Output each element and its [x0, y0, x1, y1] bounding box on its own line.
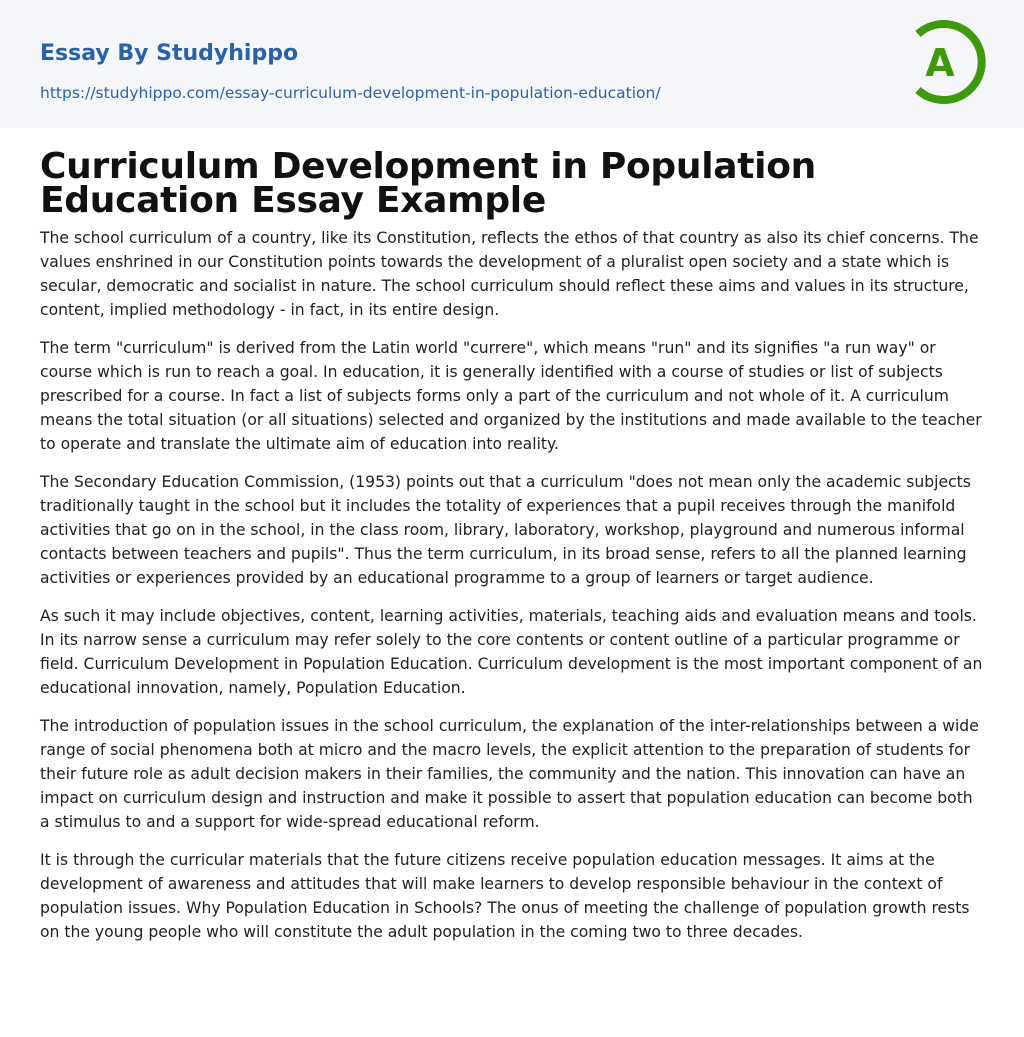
paragraph: As such it may include objectives, content, learning activities, materials, teaching aids and evaluation means and tools. In its narrow sense a curriculum may refer solely to the core contents or content outline of a particular programme or field. Curriculum Development in Population Education. Curriculum development is the most important component of an educational innovation, namely, Population Education. [40, 607, 983, 697]
svg-text:A: A [925, 41, 955, 85]
studyhippo-logo-icon[interactable] [904, 18, 988, 106]
paragraph: The introduction of population issues in the school curriculum, the explanation of the inter-relationships between a wide range of social phenomena both at micro and the macro levels, the explicit attention to the preparation of students for their future role as adult decision makers in their families, the community and the nation. This innovation can have an impact on curriculum design and instruction and make it possible to assert that population education can become both a stimulus to and a support for wide-spread educational reform. [40, 717, 979, 831]
brand-title[interactable]: Essay By Studyhippo [40, 41, 299, 66]
site-header [0, 0, 1024, 128]
essay-url-link[interactable]: https://studyhippo.com/essay-curriculum-development-in-population-education/ [40, 84, 661, 102]
paragraph: It is through the curricular materials that the future citizens receive population education messages. It aims at the development of awareness and attitudes that will make learners to develop responsible behaviour in the context of population issues. Why Population Education in Schools? The onus of meeting the challenge of population growth rests on the young people who will constitute the adult population in the coming two to three decades. [40, 851, 970, 941]
paragraph: The Secondary Education Commission, (1953) points out that a curriculum "does not mean only the academic subjects traditionally taught in the school but it includes the totality of experiences that a pupil receives through the manifold activities that go on in the school, in the class room, library, laboratory, workshop, playground and numerous informal contacts between teachers and pupils". Thus the term curriculum, in its broad sense, refers to all the planned learning activities or experiences provided by an educational programme to a group of learners or target audience. [40, 473, 971, 587]
paragraph: The term "curriculum" is derived from the Latin world "currere", which means "run" and its signifies "a run way" or course which is run to reach a goal. In education, it is generally identified with a course of studies or list of subjects prescribed for a course. In fact a list of subjects forms only a part of the curriculum and not whole of it. A curriculum means the total situation (or all situations) selected and organized by the institutions and made available to the teacher to operate and translate the ultimate aim of education into reality. [40, 339, 982, 453]
paragraph: The school curriculum of a country, like its Constitution, reflects the ethos of that country as also its chief concerns. The values enshrined in our Constitution points towards the development of a pluralist open society and a state which is secular, democratic and socialist in nature. The school curriculum should reflect these aims and values in its structure, content, implied methodology - in fact, in its entire design. [40, 229, 979, 319]
article [0, 128, 1024, 944]
article-title: Curriculum Development in Population Education Essay Example [40, 146, 816, 221]
